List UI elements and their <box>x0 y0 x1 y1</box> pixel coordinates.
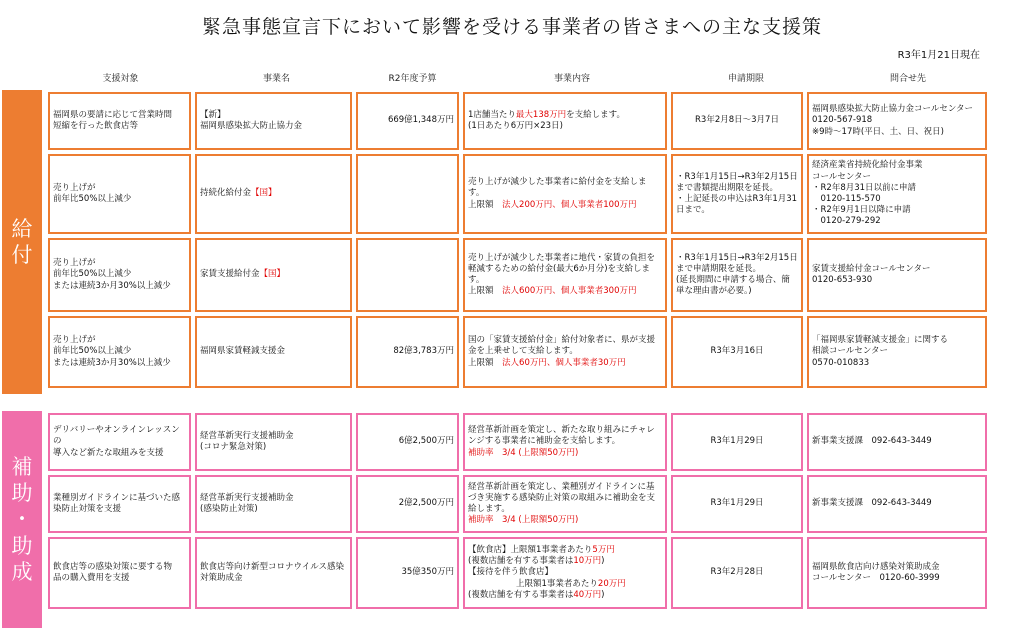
content-cell: 売り上げが減少した事業者に地代・家賃の負担を軽減するための給付金(最大6か月分)を支給します。 上限額 法人600万円、個人事業者300万円 <box>463 238 667 312</box>
table-row <box>48 475 987 533</box>
content-cell: 経営革新計画を策定し、新たな取り組みにチャレンジする事業者に補助金を支給します。 補助率 3/4 (上限額50万円) <box>463 413 667 471</box>
header-name: 事業名 <box>262 74 290 84</box>
program-cell: 福岡県家賃軽減支援金 <box>195 316 352 388</box>
header-deadline: 申請期限 <box>727 74 764 84</box>
table-row <box>48 537 987 609</box>
target-cell: デリバリーやオンラインレッスンの 導入など新たな取組みを支援 <box>48 413 191 471</box>
deadline-cell: R3年2月8日～3月7日 <box>671 92 803 150</box>
deadline-cell: R3年3月16日 <box>671 316 803 388</box>
contact-cell: 経済産業省持続化給付金事業 コールセンター ・R2年8月31日以前に申請 0120-115-570 ・R2年9月1日以降に申請 0120-279-292 <box>807 154 987 234</box>
budget-cell <box>356 238 459 312</box>
program-cell: 【新】 福岡県感染拡大防止協力金 <box>195 92 352 150</box>
target-cell: 売り上げが 前年比50%以上減少 <box>48 154 191 234</box>
deadline-cell: ・R3年1月15日→R3年2月15日まで申請期限を延長。 (延長期間に申請する場合、簡単な理由書が必要。) <box>671 238 803 312</box>
header-contact: 問合せ先 <box>889 74 926 84</box>
budget-cell: 6億2,500万円 <box>356 413 459 471</box>
budget-cell: 82億3,783万円 <box>356 316 459 388</box>
target-cell: 売り上げが 前年比50%以上減少 または連続3か月30%以上減少 <box>48 316 191 388</box>
page-title: 緊急事態宣言下において影響を受ける事業者の皆さまへの主な支援策 <box>201 16 822 38</box>
budget-cell <box>356 154 459 234</box>
content-cell: 国の「家賃支援給付金」給付対象者に、県が支援金を上乗せして支給します。 上限額 法人60万円、個人事業者30万円 <box>463 316 667 388</box>
contact-cell: 「福岡県家賃軽減支援金」に関する 相談コールセンター 0570-010833 <box>807 316 987 388</box>
contact-cell: 新事業支援課 092-643-3449 <box>807 475 987 533</box>
table-row <box>48 238 987 312</box>
content-cell: 経営革新計画を策定し、業種別ガイドラインに基づき実施する感染防止対策の取組みに補助金を支給します。 補助率 3/4 (上限額50万円) <box>463 475 667 533</box>
subsidy-table <box>44 409 991 613</box>
deadline-cell: R3年1月29日 <box>671 413 803 471</box>
table-row <box>48 92 987 150</box>
benefit-table <box>44 88 991 392</box>
content-cell: 1店舗当たり最大138万円を支給します。 (1日あたり6万円×23日) <box>463 92 667 150</box>
target-cell: 売り上げが 前年比50%以上減少 または連続3か月30%以上減少 <box>48 238 191 312</box>
table-row <box>48 154 987 234</box>
program-cell: 持続化給付金【国】 <box>195 154 352 234</box>
content-cell: 【飲食店】上限額1事業者あたり5万円 (複数店舗を有する事業者は10万円) 【接待を伴う飲食店】 上限額1事業者あたり20万円 (複数店舗を有する事業者は40万円) <box>463 537 667 609</box>
as-of-date: R3年1月21日現在 <box>897 50 980 61</box>
deadline-cell: R3年2月28日 <box>671 537 803 609</box>
budget-cell: 669億1,348万円 <box>356 92 459 150</box>
deadline-cell: R3年1月29日 <box>671 475 803 533</box>
header-budget: R2年度予算 <box>388 74 437 84</box>
target-cell: 福岡県の要請に応じて営業時間 短縮を行った飲食店等 <box>48 92 191 150</box>
content-cell: 売り上げが減少した事業者に給付金を支給します。 上限額 法人200万円、個人事業者100万円 <box>463 154 667 234</box>
section-kyufu-label: 給 付 <box>2 90 42 394</box>
target-cell: 業種別ガイドラインに基づいた感 染防止対策を支援 <box>48 475 191 533</box>
target-cell: 飲食店等の感染対策に要する物 品の購入費用を支援 <box>48 537 191 609</box>
table-row <box>48 316 987 388</box>
contact-cell: 福岡県感染拡大防止協力金コールセンター 0120-567-918 ※9時～17時(平日、土、日、祝日) <box>807 92 987 150</box>
budget-cell: 35億350万円 <box>356 537 459 609</box>
contact-cell: 福岡県飲食店向け感染対策助成金 コールセンター 0120-60-3999 <box>807 537 987 609</box>
program-cell: 飲食店等向け新型コロナウイルス感染対策助成金 <box>195 537 352 609</box>
header-content: 事業内容 <box>553 74 590 84</box>
header-target: 支援対象 <box>102 74 139 84</box>
deadline-cell: ・R3年1月15日→R3年2月15日まで書類提出期限を延長。 ・上記延長の申込はR3年1月31日まで。 <box>671 154 803 234</box>
column-headers <box>0 71 1024 87</box>
program-cell: 経営革新実行支援補助金 (コロナ緊急対策) <box>195 413 352 471</box>
table-row <box>48 413 987 471</box>
budget-cell: 2億2,500万円 <box>356 475 459 533</box>
contact-cell: 家賃支援給付金コールセンター 0120-653-930 <box>807 238 987 312</box>
section-hojo-label: 補 助 ・ 助 成 <box>2 411 42 628</box>
program-cell: 家賃支援給付金【国】 <box>195 238 352 312</box>
program-cell: 経営革新実行支援補助金 (感染防止対策) <box>195 475 352 533</box>
contact-cell: 新事業支援課 092-643-3449 <box>807 413 987 471</box>
